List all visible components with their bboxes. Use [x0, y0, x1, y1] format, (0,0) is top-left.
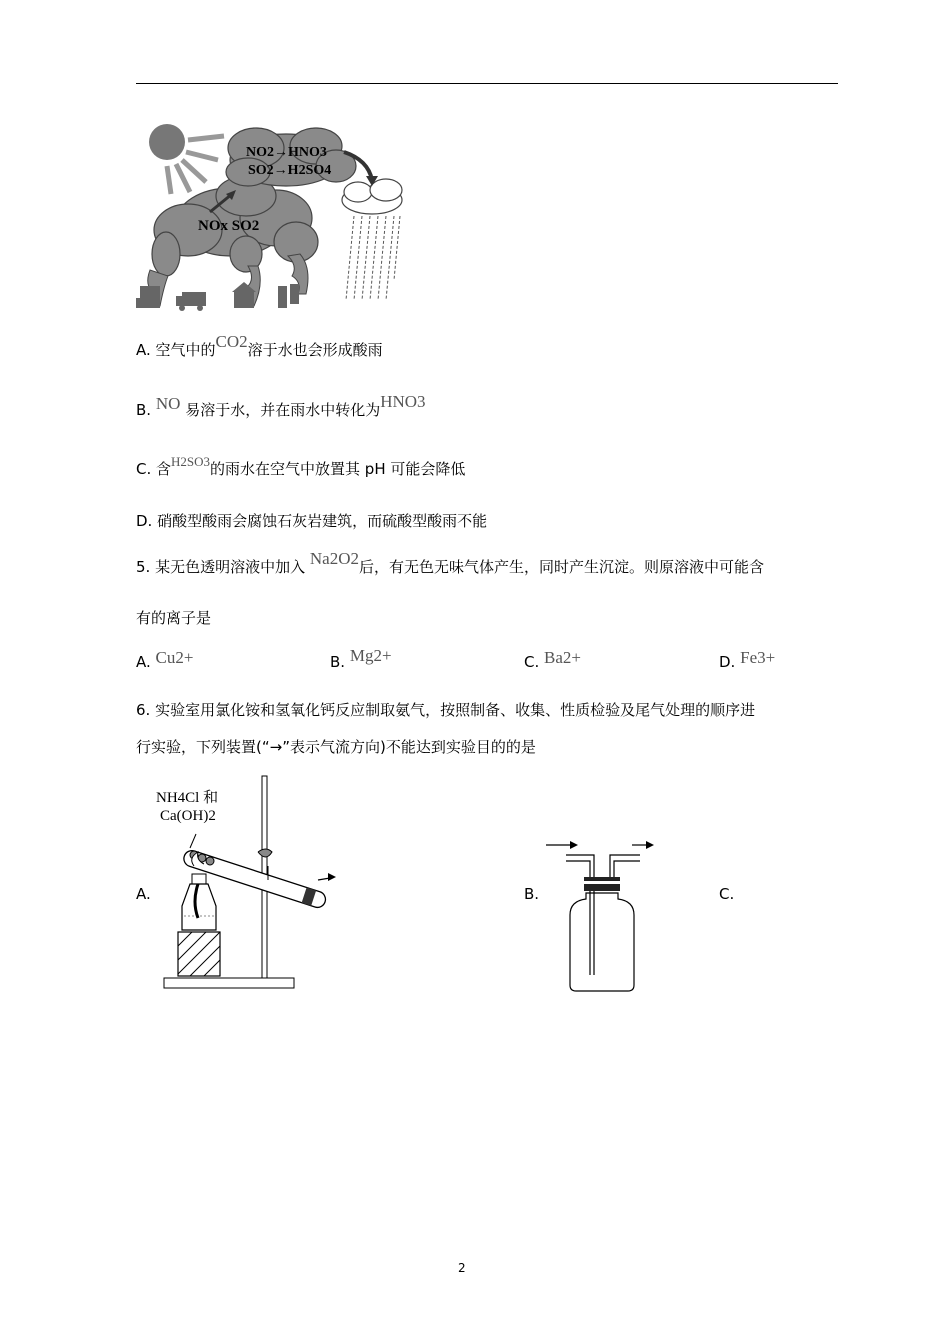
q5-formula: Na2O2 — [309, 549, 359, 568]
q4-b-formula2: HNO3 — [380, 392, 426, 411]
q5-option-c — [524, 648, 582, 672]
q6-option-a-label: A. — [136, 885, 151, 903]
header-rule — [136, 83, 838, 84]
q5-stem-line2 — [136, 608, 211, 628]
q5-stem-line1 — [136, 549, 764, 577]
q4-option-a — [136, 332, 383, 360]
acid-rain-figure — [136, 120, 411, 312]
cloud-main-label: NOx SO2 — [198, 218, 260, 234]
q5-option-b — [330, 646, 392, 672]
q5-c-ion: Ba2+ — [544, 648, 582, 667]
q4-c-formula: H2SO3 — [171, 454, 211, 469]
q4-a-prefix: A. 空气中的 — [136, 341, 216, 359]
sun-icon — [149, 124, 185, 160]
q4-option-d — [136, 511, 487, 531]
q4-b-formula1: NO — [155, 394, 181, 413]
q5-option-d — [719, 648, 776, 672]
apparatus-b-bottle — [540, 835, 660, 995]
page-number: 2 — [458, 1261, 466, 1275]
q6-stem-line1 — [136, 700, 755, 720]
truck-icon — [182, 292, 206, 306]
factory-icon — [140, 286, 160, 308]
q5-d-label: D. — [719, 653, 736, 671]
q5-b-label: B. — [330, 653, 346, 671]
q4-option-c — [136, 454, 466, 480]
apparatus-a-heating — [150, 770, 350, 995]
q4-d-text: D. 硝酸型酸雨会腐蚀石灰岩建筑，而硫酸型酸雨不能 — [136, 512, 488, 530]
q5-stem-suffix: 后，有无色无味气体产生，同时产生沉淀。则原溶液中可能含 — [358, 558, 764, 576]
q5-a-label: A. — [136, 653, 151, 671]
q5-b-ion: Mg2+ — [349, 646, 392, 665]
q5-c-label: C. — [524, 653, 540, 671]
cloud-top-line1: NO2→HNO3 — [246, 145, 327, 160]
q6-option-b-label: B. — [524, 885, 540, 903]
cloud-top-line2: SO2→H2SO4 — [248, 163, 332, 178]
reagent-line2: Ca(OH)2 — [160, 808, 216, 824]
q5-d-ion: Fe3+ — [740, 648, 776, 667]
q5-option-a — [136, 648, 194, 672]
q5-a-ion: Cu2+ — [155, 648, 194, 667]
q5-stem-prefix: 5. 某无色透明溶液中加入 — [136, 558, 306, 576]
reagent-line1: NH4Cl 和 — [156, 790, 219, 806]
q4-c-suffix: 的雨水在空气中放置其 pH 可能会降低 — [210, 460, 466, 478]
q4-a-formula: CO2 — [215, 332, 248, 351]
q4-c-prefix: C. 含 — [136, 460, 172, 478]
q4-option-b — [136, 392, 426, 420]
q5-stem-line2-text: 有的离子是 — [136, 609, 212, 627]
q6-stem-line1-text: 6. 实验室用氯化铵和氢氧化钙反应制取氨气，按照制备、收集、性质检验及尾气处理的顺序进 — [136, 701, 756, 719]
chimney-icon — [278, 286, 287, 308]
q6-stem-line2-text: 行实验，下列装置(“→”表示气流方向)不能达到实验目的的是 — [136, 738, 536, 756]
q6-stem-line2 — [136, 737, 536, 757]
q4-a-suffix: 溶于水也会形成酸雨 — [247, 341, 383, 359]
q4-b-prefix: B. — [136, 401, 152, 419]
q6-option-c-label: C. — [719, 885, 735, 903]
q4-b-middle: 易溶于水，并在雨水中转化为 — [185, 401, 381, 419]
